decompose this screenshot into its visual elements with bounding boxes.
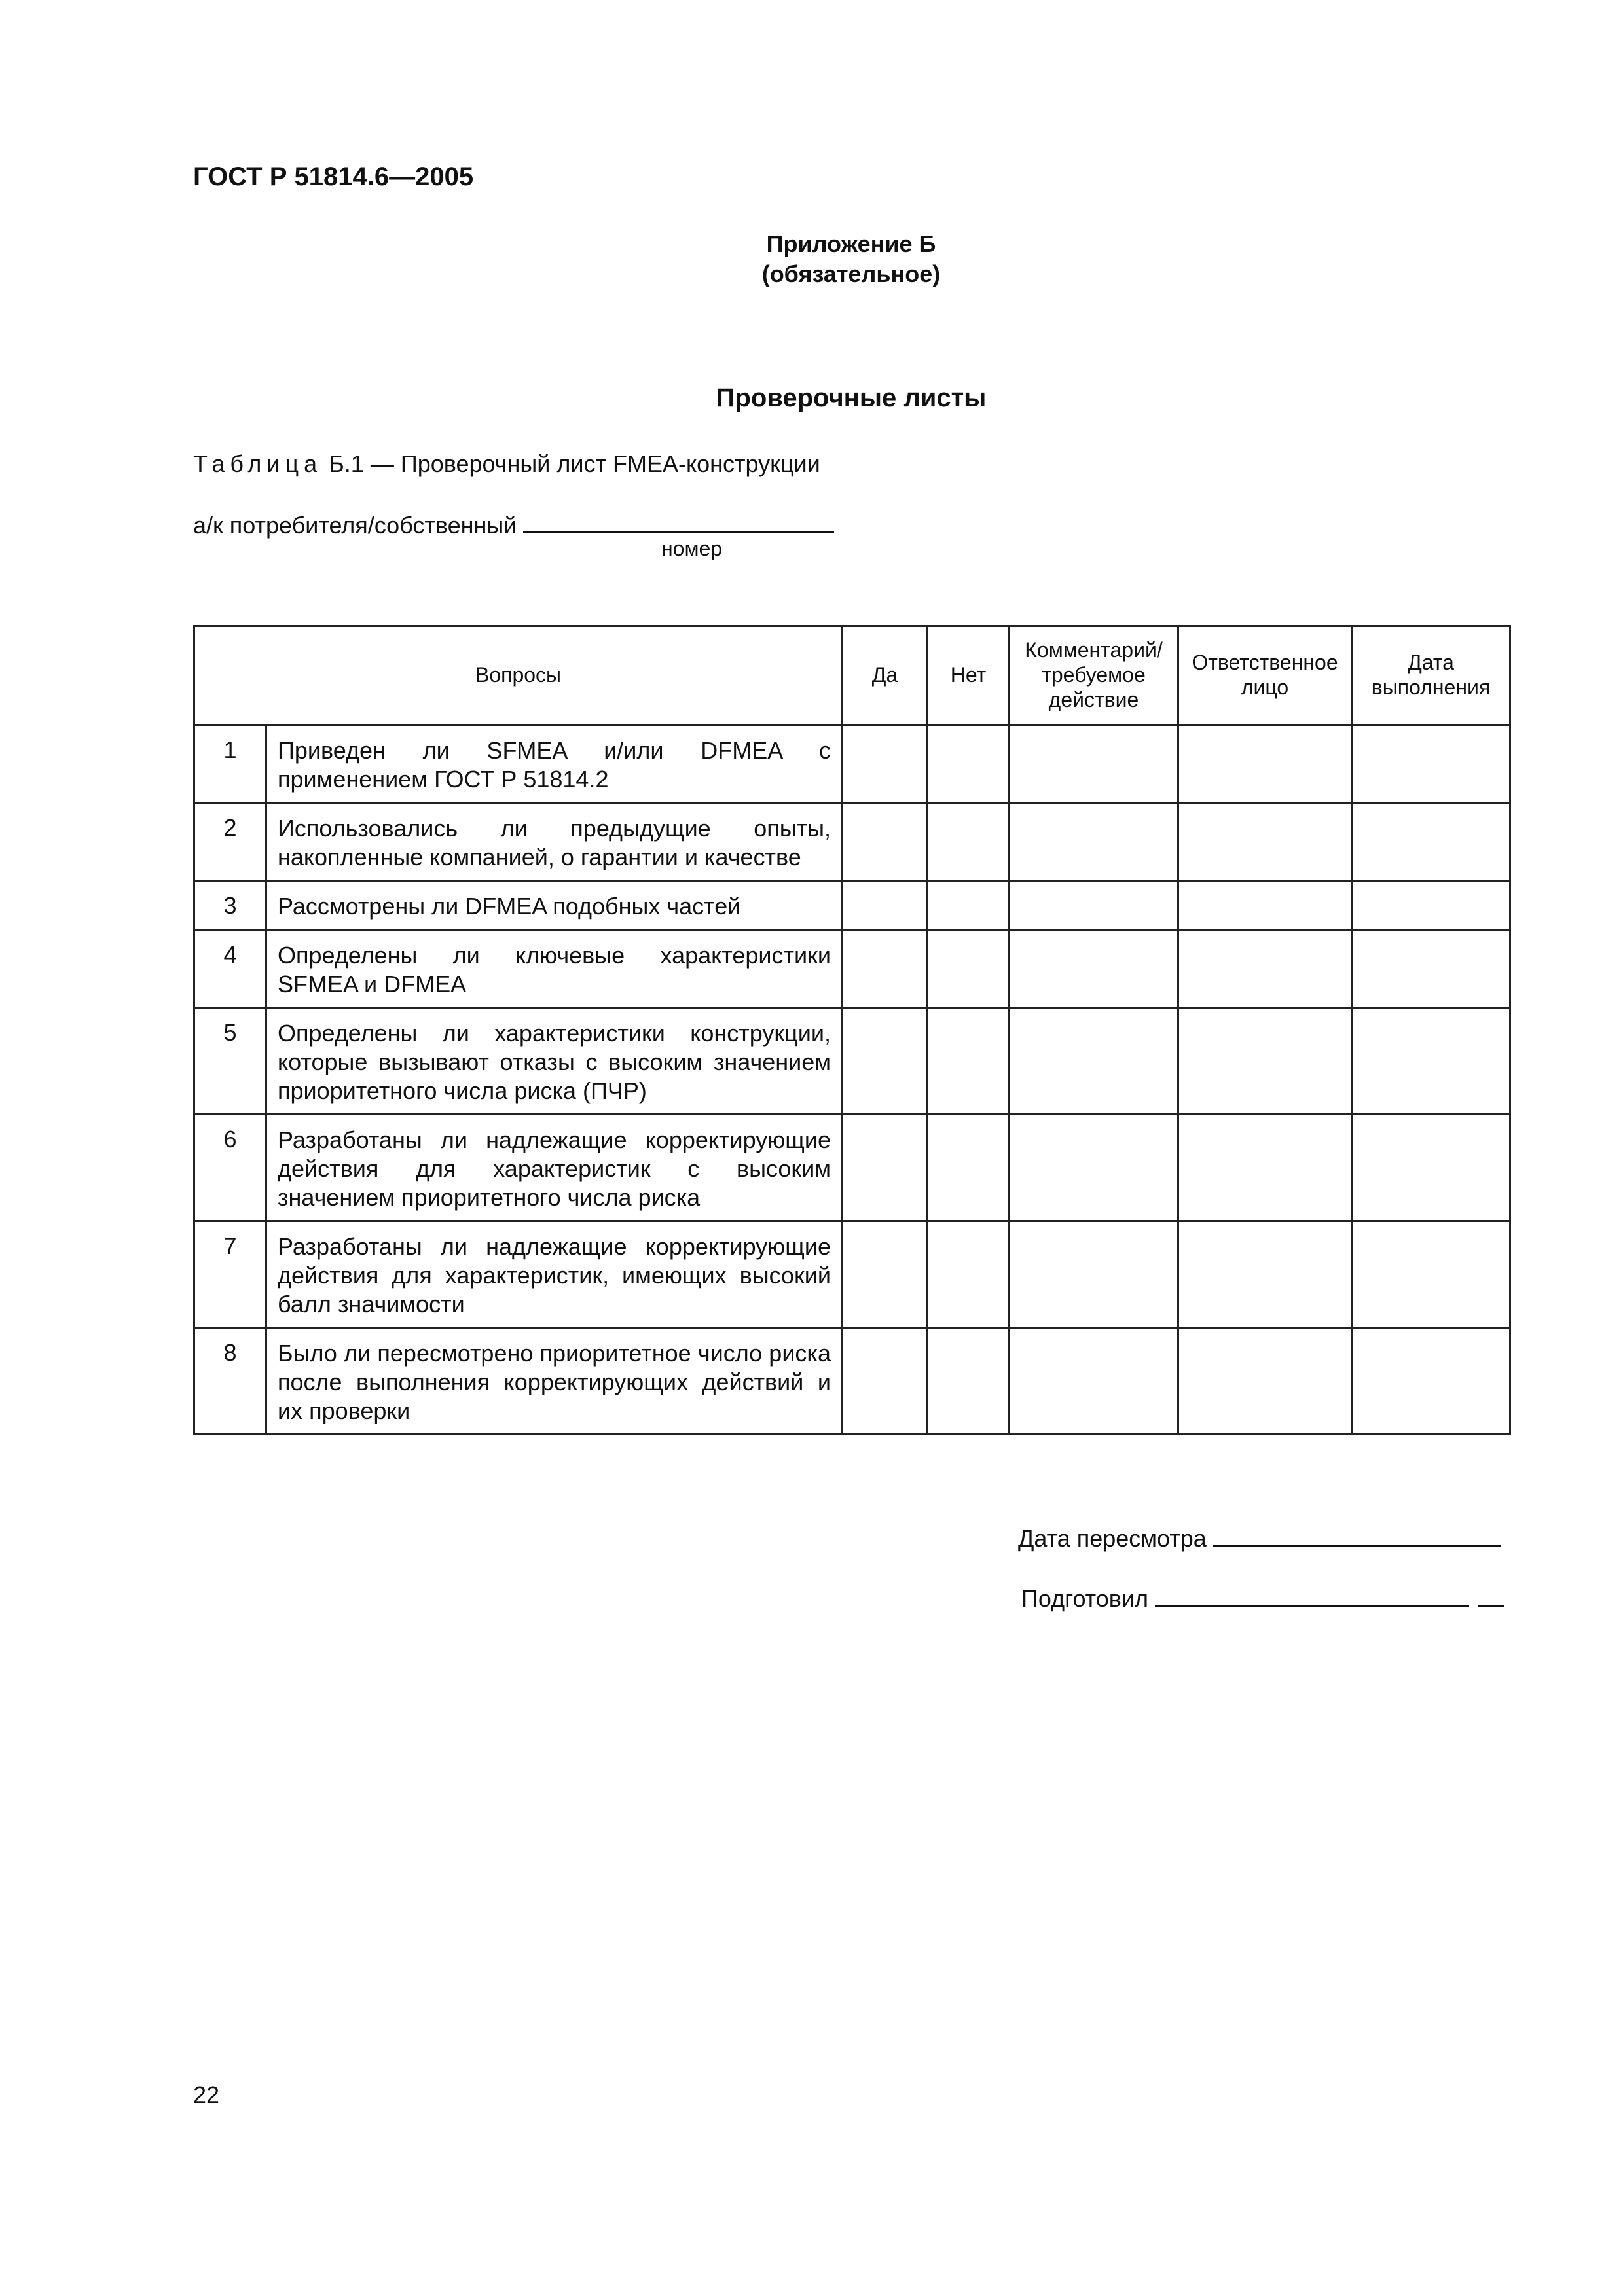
yes-cell[interactable] [843, 1115, 928, 1221]
prepared-by-label: Подготовил [1021, 1585, 1149, 1612]
date-cell[interactable] [1352, 930, 1510, 1008]
header-questions: Вопросы [194, 626, 843, 725]
comment-cell[interactable] [1010, 725, 1178, 803]
date-cell[interactable] [1352, 725, 1510, 803]
date-cell[interactable] [1352, 881, 1510, 930]
owner-number-blank[interactable] [523, 508, 834, 533]
comment-cell[interactable] [1010, 1008, 1178, 1115]
table-row [194, 725, 1510, 803]
comment-cell[interactable] [1010, 1328, 1178, 1435]
no-cell[interactable] [928, 1115, 1010, 1221]
date-cell[interactable] [1352, 1328, 1510, 1435]
appendix-title: Приложение Б [766, 230, 936, 257]
row-question: Приведен ли SFMEA и/или DFMEA с применением ГОСТ Р 51814.2 [266, 725, 843, 803]
yes-cell[interactable] [843, 881, 928, 930]
row-number: 8 [194, 1328, 266, 1435]
checklist-table [193, 625, 1511, 1435]
appendix-status: (обязательное) [761, 260, 941, 287]
table-row [194, 1115, 1510, 1221]
yes-cell[interactable] [843, 1328, 928, 1435]
table-header-row [194, 626, 1510, 725]
date-cell[interactable] [1352, 1115, 1510, 1221]
header-date: Дата выполнения [1352, 626, 1510, 725]
header-responsible: Ответственное лицо [1178, 626, 1352, 725]
responsible-cell[interactable] [1178, 1328, 1352, 1435]
row-question: Рассмотрены ли DFMEA подобных частей [266, 881, 843, 930]
comment-cell[interactable] [1010, 803, 1178, 881]
section-title: Проверочные листы [716, 384, 987, 412]
yes-cell[interactable] [843, 803, 928, 881]
review-date-blank[interactable] [1213, 1521, 1501, 1547]
responsible-cell[interactable] [1178, 725, 1352, 803]
table-row [194, 1328, 1510, 1435]
row-question: Использовались ли предыдущие опыты, накопленные компанией, о гарантии и качестве [266, 803, 843, 881]
header-yes: Да [843, 626, 928, 725]
review-date-line [1018, 1521, 1501, 1552]
yes-cell[interactable] [843, 1008, 928, 1115]
date-cell[interactable] [1352, 1221, 1510, 1328]
yes-cell[interactable] [843, 725, 928, 803]
no-cell[interactable] [928, 1008, 1010, 1115]
responsible-cell[interactable] [1178, 1115, 1352, 1221]
row-number: 5 [194, 1008, 266, 1115]
prepared-by-line [1021, 1581, 1504, 1613]
no-cell[interactable] [928, 725, 1010, 803]
no-cell[interactable] [928, 1328, 1010, 1435]
yes-cell[interactable] [843, 1221, 928, 1328]
comment-cell[interactable] [1010, 1115, 1178, 1221]
responsible-cell[interactable] [1178, 1221, 1352, 1328]
owner-number-caption: номер [661, 537, 723, 560]
row-number: 6 [194, 1115, 266, 1221]
no-cell[interactable] [928, 881, 1010, 930]
row-question: Определены ли ключевые характеристики SFMEA и DFMEA [266, 930, 843, 1008]
row-question: Разработаны ли надлежащие корректирующие действия для характеристик, имеющих высокий балл значимости [266, 1221, 843, 1328]
table-row [194, 1221, 1510, 1328]
responsible-cell[interactable] [1178, 881, 1352, 930]
prepared-by-blank-extra[interactable] [1478, 1581, 1504, 1607]
row-question: Было ли пересмотрено приоритетное число риска после выполнения корректирующих действий и их проверки [266, 1328, 843, 1435]
document-code: ГОСТ Р 51814.6—2005 [193, 162, 474, 191]
row-number: 4 [194, 930, 266, 1008]
no-cell[interactable] [928, 803, 1010, 881]
header-no: Нет [928, 626, 1010, 725]
table-caption-text: Б.1 — Проверочный лист FMEA-конструкции [329, 450, 820, 477]
comment-cell[interactable] [1010, 930, 1178, 1008]
no-cell[interactable] [928, 1221, 1010, 1328]
responsible-cell[interactable] [1178, 803, 1352, 881]
date-cell[interactable] [1352, 1008, 1510, 1115]
date-cell[interactable] [1352, 803, 1510, 881]
no-cell[interactable] [928, 930, 1010, 1008]
table-caption-label: Таблица [193, 450, 323, 477]
owner-line [193, 508, 834, 539]
row-question: Разработаны ли надлежащие корректирующие действия для характеристик с высоким значением приоритетного числа риска [266, 1115, 843, 1221]
table-row [194, 803, 1510, 881]
responsible-cell[interactable] [1178, 1008, 1352, 1115]
row-number: 7 [194, 1221, 266, 1328]
responsible-cell[interactable] [1178, 930, 1352, 1008]
row-question: Определены ли характеристики конструкции, которые вызывают отказы с высоким значением приоритетного числа риска (ПЧР) [266, 1008, 843, 1115]
header-comment: Комментарий/ требуемое действие [1010, 626, 1178, 725]
prepared-by-blank[interactable] [1155, 1581, 1469, 1607]
yes-cell[interactable] [843, 930, 928, 1008]
row-number: 1 [194, 725, 266, 803]
review-date-label: Дата пересмотра [1018, 1525, 1207, 1552]
row-number: 3 [194, 881, 266, 930]
table-row [194, 881, 1510, 930]
table-caption [193, 450, 820, 478]
table-row [194, 1008, 1510, 1115]
comment-cell[interactable] [1010, 881, 1178, 930]
owner-label: а/к потребителя/собственный [193, 512, 517, 539]
table-row [194, 930, 1510, 1008]
comment-cell[interactable] [1010, 1221, 1178, 1328]
page-number: 22 [193, 2081, 220, 2108]
row-number: 2 [194, 803, 266, 881]
